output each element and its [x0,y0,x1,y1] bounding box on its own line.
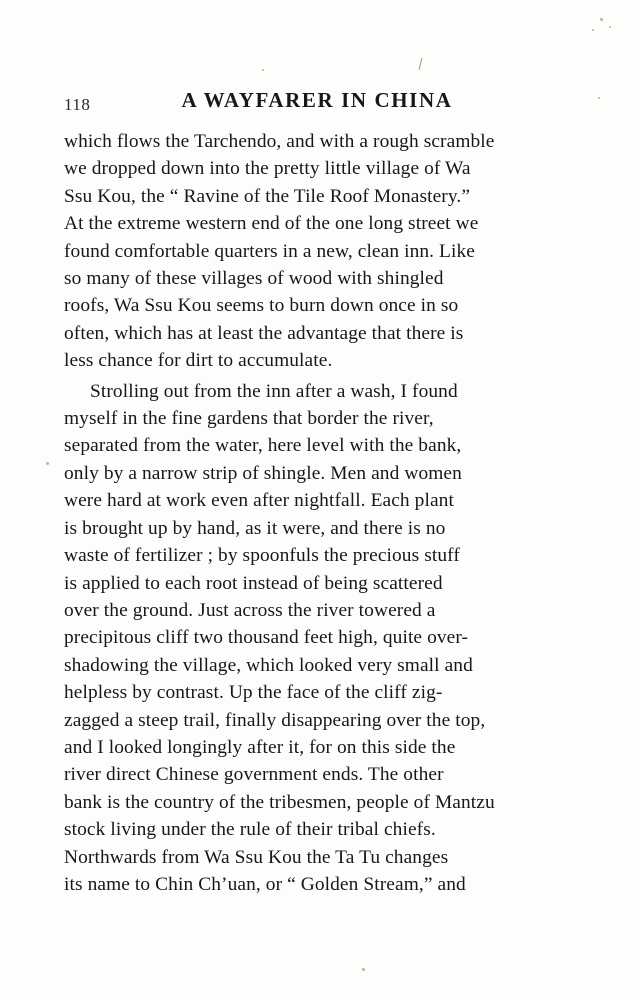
text-line: myself in the fine gardens that border the river, [64,408,434,430]
text-line: precipitous cliff two thousand feet high, quite over- [64,627,469,649]
page-speck [598,97,600,99]
running-title: A WAYFARER IN CHINA [181,88,453,112]
page-speck [600,18,603,21]
page-speck [609,26,611,28]
text-line: often, which has at least the advantage that there is [64,322,464,344]
text-line: less chance for dirt to accumulate. [64,350,333,372]
text-line: found comfortable quarters in a new, clean inn. Like [64,240,475,262]
text-line: only by a narrow strip of shingle. Men and women [64,462,462,484]
page-speck [46,462,49,465]
text-line: Northwards from Wa Ssu Kou the Ta Tu changes [64,846,449,868]
text-line: its name to Chin Ch’uan, or “ Golden Stream,” and [64,873,466,895]
text-line: is applied to each root instead of being scattered [64,572,443,594]
text-line: were hard at work even after nightfall. Each plant [64,490,454,512]
text-line: separated from the water, here level with the bank, [64,435,462,457]
page-speck [262,69,264,71]
text-line: waste of fertilizer ; by spoonfuls the precious stuff [64,545,460,567]
page-speck [592,29,594,31]
page-body [64,128,572,898]
text-line: zagged a steep trail, finally disappearing over the top, [64,709,486,731]
text-line: At the extreme western end of the one long street we [64,213,479,235]
text-line: which flows the Tarchendo, and with a rough scramble [64,131,495,152]
page-header [64,88,570,116]
text-line: stock living under the rule of their tribal chiefs. [64,819,436,841]
text-line: is brought up by hand, as it were, and there is no [64,517,446,539]
pen-mark [419,58,423,70]
text-line: shadowing the village, which looked very small and [64,654,473,676]
text-line: we dropped down into the pretty little village of Wa [64,158,471,180]
text-line: and I looked longingly after it, for on this side the [64,736,456,758]
text-line: river direct Chinese government ends. The other [64,764,444,786]
text-line: helpless by contrast. Up the face of the cliff zig- [64,682,443,704]
folio-number: 118 [64,95,91,114]
text-line: over the ground. Just across the river towered a [64,599,436,621]
paragraph-1 [64,128,572,375]
text-line: roofs, Wa Ssu Kou seems to burn down once in so [64,295,459,317]
text-line: Ssu Kou, the “ Ravine of the Tile Roof Monastery.” [64,185,471,207]
paragraph-2 [64,378,572,899]
text-line: Strolling out from the inn after a wash, I found [90,380,458,402]
text-line: so many of these villages of wood with shingled [64,268,444,290]
page-speck [362,968,365,971]
text-line: bank is the country of the tribesmen, people of Mantzu [64,791,495,813]
